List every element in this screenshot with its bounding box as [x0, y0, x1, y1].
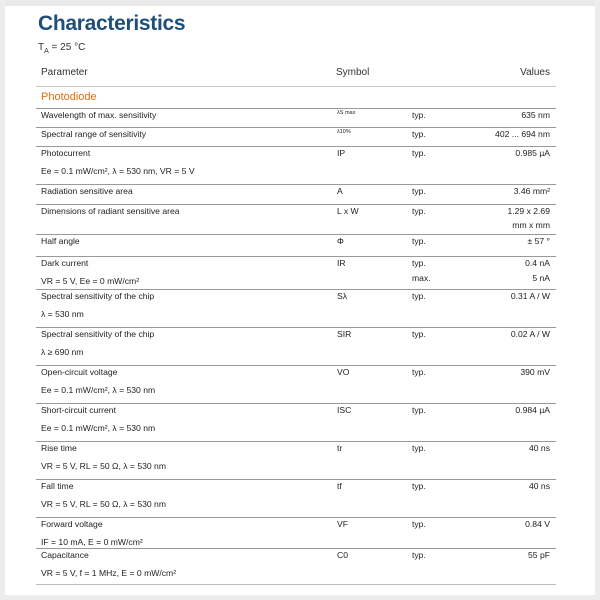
row-parameter: Spectral sensitivity of the chip	[41, 291, 155, 301]
table-row	[36, 548, 556, 584]
row-type: typ.	[412, 236, 426, 246]
row-symbol: λS max	[337, 110, 356, 116]
row-symbol: L x W	[337, 206, 359, 216]
row-symbol: ISC	[337, 405, 352, 415]
row-symbol: VF	[337, 519, 348, 529]
row-condition: VR = 5 V, Ee = 0 mW/cm²	[41, 276, 140, 286]
row-type: typ.	[412, 443, 426, 453]
row-symbol: IP	[337, 148, 346, 158]
condition-prefix: T	[38, 42, 45, 53]
table-row	[36, 256, 556, 289]
row-type: typ.	[412, 206, 426, 216]
table-header	[36, 64, 556, 82]
row-parameter: Wavelength of max. sensitivity	[41, 110, 157, 120]
row-condition: λ = 530 nm	[41, 309, 84, 319]
table-bottom-border	[36, 584, 556, 585]
row-parameter: Fall time	[41, 481, 74, 491]
row-divider	[36, 365, 556, 366]
table-row	[36, 403, 556, 441]
header-symbol: Symbol	[336, 67, 370, 78]
row-parameter: Half angle	[41, 236, 80, 246]
row-condition: VR = 5 V, f = 1 MHz, E = 0 mW/cm²	[41, 568, 177, 578]
row-divider	[36, 327, 556, 328]
row-symbol: C0	[337, 550, 348, 560]
table-row	[36, 365, 556, 403]
row-type: typ.	[412, 519, 426, 529]
row-type: typ.	[412, 405, 426, 415]
row-condition: Ee = 0.1 mW/cm², λ = 530 nm, VR = 5 V	[41, 166, 195, 176]
table-row	[36, 108, 556, 127]
row-parameter: Open-circuit voltage	[41, 367, 118, 377]
row-condition: λ ≥ 690 nm	[41, 347, 84, 357]
row-parameter: Radiation sensitive area	[41, 186, 133, 196]
table-row	[36, 327, 556, 365]
row-parameter: Photocurrent	[41, 148, 91, 158]
table-row	[36, 441, 556, 479]
row-parameter: Spectral range of sensitivity	[41, 129, 147, 139]
row-divider	[36, 403, 556, 404]
row-parameter: Spectral sensitivity of the chip	[41, 329, 155, 339]
row-type-max: max.	[412, 273, 431, 283]
table-row	[36, 184, 556, 204]
header-values: Values	[520, 67, 550, 78]
table-row	[36, 479, 556, 517]
row-symbol: tr	[337, 443, 343, 453]
row-value-secondary: 5 nA	[532, 273, 550, 283]
row-value: ± 57 °	[527, 236, 550, 246]
row-symbol: λ10%	[337, 129, 351, 135]
row-divider	[36, 108, 556, 109]
row-divider	[36, 256, 556, 257]
row-divider	[36, 146, 556, 147]
table-row	[36, 204, 556, 234]
row-parameter: Capacitance	[41, 550, 89, 560]
row-divider	[36, 127, 556, 128]
row-divider	[36, 479, 556, 480]
row-symbol: SIR	[337, 329, 352, 339]
row-divider	[36, 204, 556, 205]
row-value: 0.985 µA	[515, 148, 550, 158]
row-type: typ.	[412, 481, 426, 491]
row-type: typ.	[412, 367, 426, 377]
row-value-secondary: mm x mm	[512, 220, 550, 230]
row-divider	[36, 517, 556, 518]
row-divider	[36, 441, 556, 442]
row-parameter: Short-circuit current	[41, 405, 116, 415]
table-row	[36, 234, 556, 256]
page-frame-left	[0, 0, 5, 600]
row-value: 0.4 nA	[525, 258, 550, 268]
row-condition: Ee = 0.1 mW/cm², λ = 530 nm	[41, 423, 156, 433]
row-value: 0.02 A / W	[510, 329, 550, 339]
row-value: 402 ... 694 nm	[495, 129, 550, 139]
row-symbol: tf	[337, 481, 342, 491]
row-value: 40 ns	[528, 481, 550, 491]
row-symbol: VO	[337, 367, 350, 377]
table-row	[36, 127, 556, 146]
section-title-photodiode: Photodiode	[41, 91, 97, 103]
row-value: 3.46 mm²	[513, 186, 550, 196]
row-divider	[36, 184, 556, 185]
row-divider	[36, 548, 556, 549]
row-type: typ.	[412, 329, 426, 339]
table-row	[36, 289, 556, 327]
row-divider	[36, 584, 556, 585]
row-type: typ.	[412, 291, 426, 301]
row-parameter: Dimensions of radiant sensitive area	[41, 206, 180, 216]
ambient-temperature-condition	[38, 42, 85, 55]
table-row	[36, 146, 556, 184]
row-symbol: Sλ	[337, 291, 348, 301]
page-frame-top	[0, 0, 600, 6]
row-value: 40 ns	[528, 443, 550, 453]
row-type: typ.	[412, 186, 426, 196]
condition-rest: = 25 °C	[48, 42, 86, 53]
header-parameter: Parameter	[41, 67, 88, 78]
row-symbol: IR	[337, 258, 346, 268]
row-value: 390 mV	[520, 367, 550, 377]
row-parameter: Dark current	[41, 258, 89, 268]
row-value: 0.31 A / W	[510, 291, 550, 301]
row-divider	[36, 289, 556, 290]
row-type: typ.	[412, 148, 426, 158]
row-condition: VR = 5 V, RL = 50 Ω, λ = 530 nm	[41, 499, 166, 509]
row-value: 0.84 V	[525, 519, 550, 529]
row-condition: VR = 5 V, RL = 50 Ω, λ = 530 nm	[41, 461, 166, 471]
row-condition: IF = 10 mA, E = 0 mW/cm²	[41, 537, 143, 547]
page-title: Characteristics	[38, 12, 186, 35]
row-condition: Ee = 0.1 mW/cm², λ = 530 nm	[41, 385, 156, 395]
row-symbol: A	[337, 186, 343, 196]
row-type: typ.	[412, 550, 426, 560]
row-value: 0.984 µA	[515, 405, 550, 415]
condition-subscript: A	[44, 48, 49, 55]
row-value: 635 nm	[521, 110, 550, 120]
row-parameter: Forward voltage	[41, 519, 103, 529]
page-frame-right	[595, 0, 600, 600]
row-value: 1.29 x 2.69	[507, 206, 550, 216]
row-type: typ.	[412, 258, 426, 268]
row-divider	[36, 234, 556, 235]
row-symbol: Φ	[337, 236, 344, 246]
row-parameter: Rise time	[41, 443, 77, 453]
row-value: 55 pF	[528, 550, 550, 560]
page-frame-bottom	[0, 595, 600, 600]
table-row	[36, 517, 556, 548]
row-type: typ.	[412, 129, 426, 139]
row-type: typ.	[412, 110, 426, 120]
